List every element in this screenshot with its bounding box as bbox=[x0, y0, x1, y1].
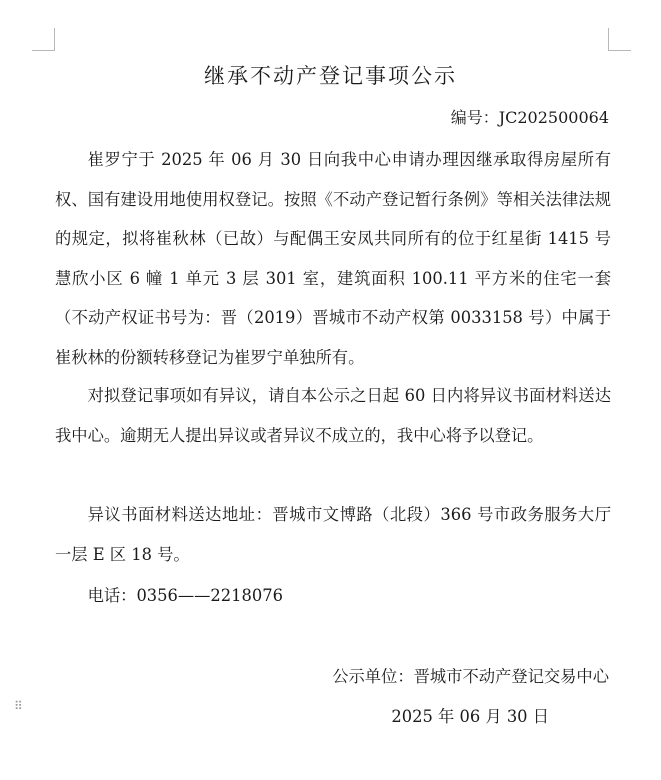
signature-date: 2025 年 06 月 30 日 bbox=[391, 707, 549, 726]
document-title: 继承不动产登记事项公示 bbox=[204, 64, 457, 88]
document-number: 编号：JC202500064 bbox=[450, 108, 609, 127]
margin-corner-top-left bbox=[32, 28, 55, 51]
drag-handle-icon[interactable]: ⠿ bbox=[14, 699, 24, 713]
paragraph-phone: 电话：0356——2218076 bbox=[87, 586, 283, 605]
signature-unit: 公示单位：晋城市不动产登记交易中心 bbox=[332, 667, 609, 686]
paragraph-application: 崔罗宁于 2025 年 06 月 30 日向我中心申请办理因继承取得房屋所有权、国有建设用地使用权登记。按照《不动产登记暂行条例》等相关法律法规的规定，拟将崔秋林（已故）与配偶王安凤共同所有的位于红星街 1415 号慧欣小区 6 幢 1 单元 3 层 301 室，建筑面积 100.11 平方米的住宅一套（不动产权证书号为：晋（2019）晋城市不动产权第 0033158 号）中属于崔秋林的份额转移登记为崔罗宁单独所有。 bbox=[55, 150, 611, 367]
paragraph-address: 异议书面材料送达地址：晋城市文博路（北段）366 号市政务服务大厅一层 E 区 18 号。 bbox=[55, 505, 611, 564]
paragraph-objection: 对拟登记事项如有异议，请自本公示之日起 60 日内将异议书面材料送达我中心。逾期无人提出异议或者异议不成立的，我中心将予以登记。 bbox=[55, 386, 611, 445]
margin-corner-top-right bbox=[608, 28, 631, 51]
